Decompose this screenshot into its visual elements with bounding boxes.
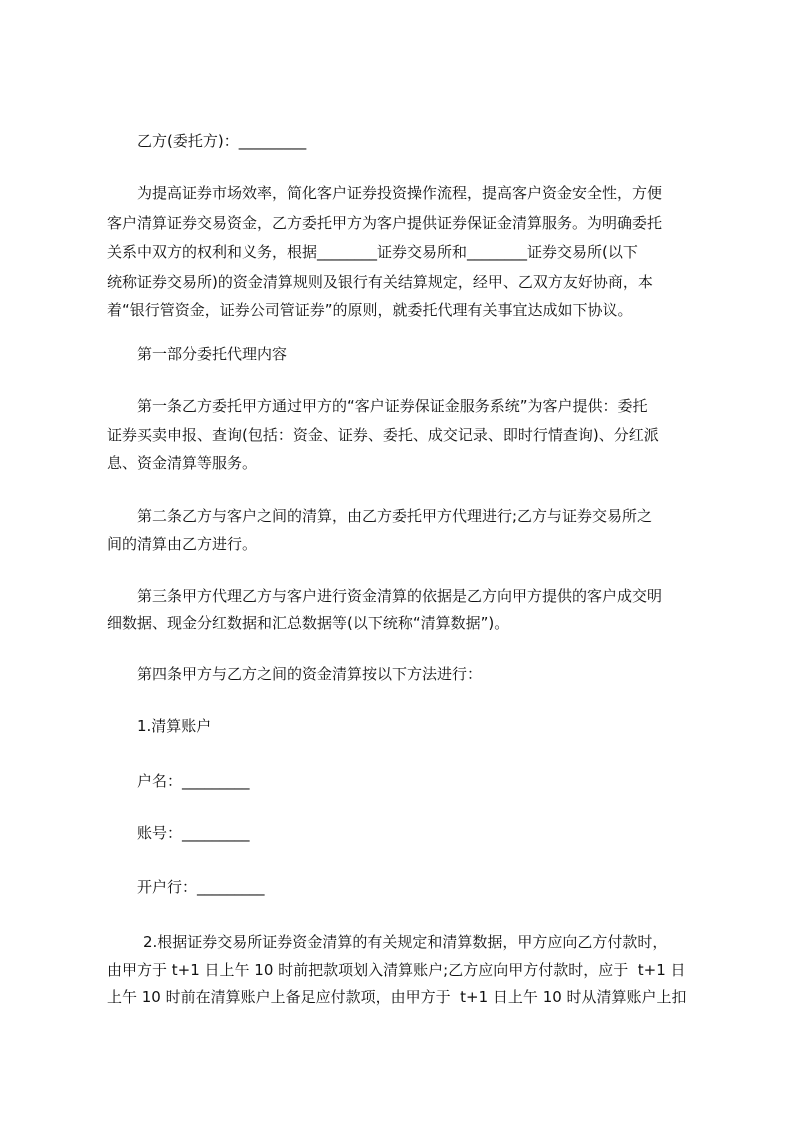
- article1-line-1: 第一条乙方委托甲方通过甲方的“客户证券保证金服务系统”为客户提供：委托: [137, 397, 648, 415]
- preamble-line-1: 为提高证券市场效率，简化客户证券投资操作流程，提高客户资金安全性，方便: [137, 184, 663, 202]
- section2-line-1: 2.根据证券交易所证券资金清算的有关规定和清算数据，甲方应向乙方付款时，: [143, 933, 668, 951]
- article3-line-1: 第三条甲方代理乙方与客户进行资金清算的依据是乙方向甲方提供的客户成交明: [137, 587, 663, 605]
- account-number-field: 账号：_________: [137, 824, 250, 842]
- preamble-line-5: 着“银行管资金，证券公司管证券”的原则，就委托代理有关事宜达成如下协议。: [107, 301, 633, 319]
- section2-line-3: 上午 10 时前在清算账户上备足应付款项，由甲方于 t+1 日上午 10 时从清算账户上扣: [107, 988, 687, 1006]
- article2-line-1: 第二条乙方与客户之间的清算，由乙方委托甲方代理进行;乙方与证券交易所之: [137, 507, 653, 525]
- bank-field: 开户行：_________: [137, 878, 265, 896]
- preamble-line-3: 关系中双方的权利和义务，根据________证券交易所和________证券交易所(以下: [107, 243, 638, 261]
- preamble-line-2: 客户清算证券交易资金，乙方委托甲方为客户提供证券保证金清算服务。为明确委托: [107, 214, 663, 232]
- account-name-field: 户名：_________: [137, 772, 250, 790]
- party-b-line: 乙方(委托方)：_________: [137, 132, 307, 150]
- article4-line: 第四条甲方与乙方之间的资金清算按以下方法进行：: [137, 665, 483, 683]
- part1-heading: 第一部分委托代理内容: [137, 345, 288, 363]
- section1-title: 1.清算账户: [137, 717, 212, 735]
- article3-line-2: 细数据、现金分红数据和汇总数据等(以下统称“清算数据”)。: [107, 614, 510, 632]
- preamble-line-4: 统称证券交易所)的资金清算规则及银行有关结算规定，经甲、乙双方友好协商，本: [107, 273, 653, 291]
- article2-line-2: 间的清算由乙方进行。: [107, 535, 258, 553]
- article1-line-3: 息、资金清算等服务。: [107, 454, 258, 472]
- article1-line-2: 证券买卖申报、查询(包括：资金、证券、委托、成交记录、即时行情查询)、分红派: [107, 426, 659, 444]
- section2-line-2: 由甲方于 t+1 日上午 10 时前把款项划入清算账户;乙方应向甲方付款时，应于 t+1 日: [107, 961, 686, 979]
